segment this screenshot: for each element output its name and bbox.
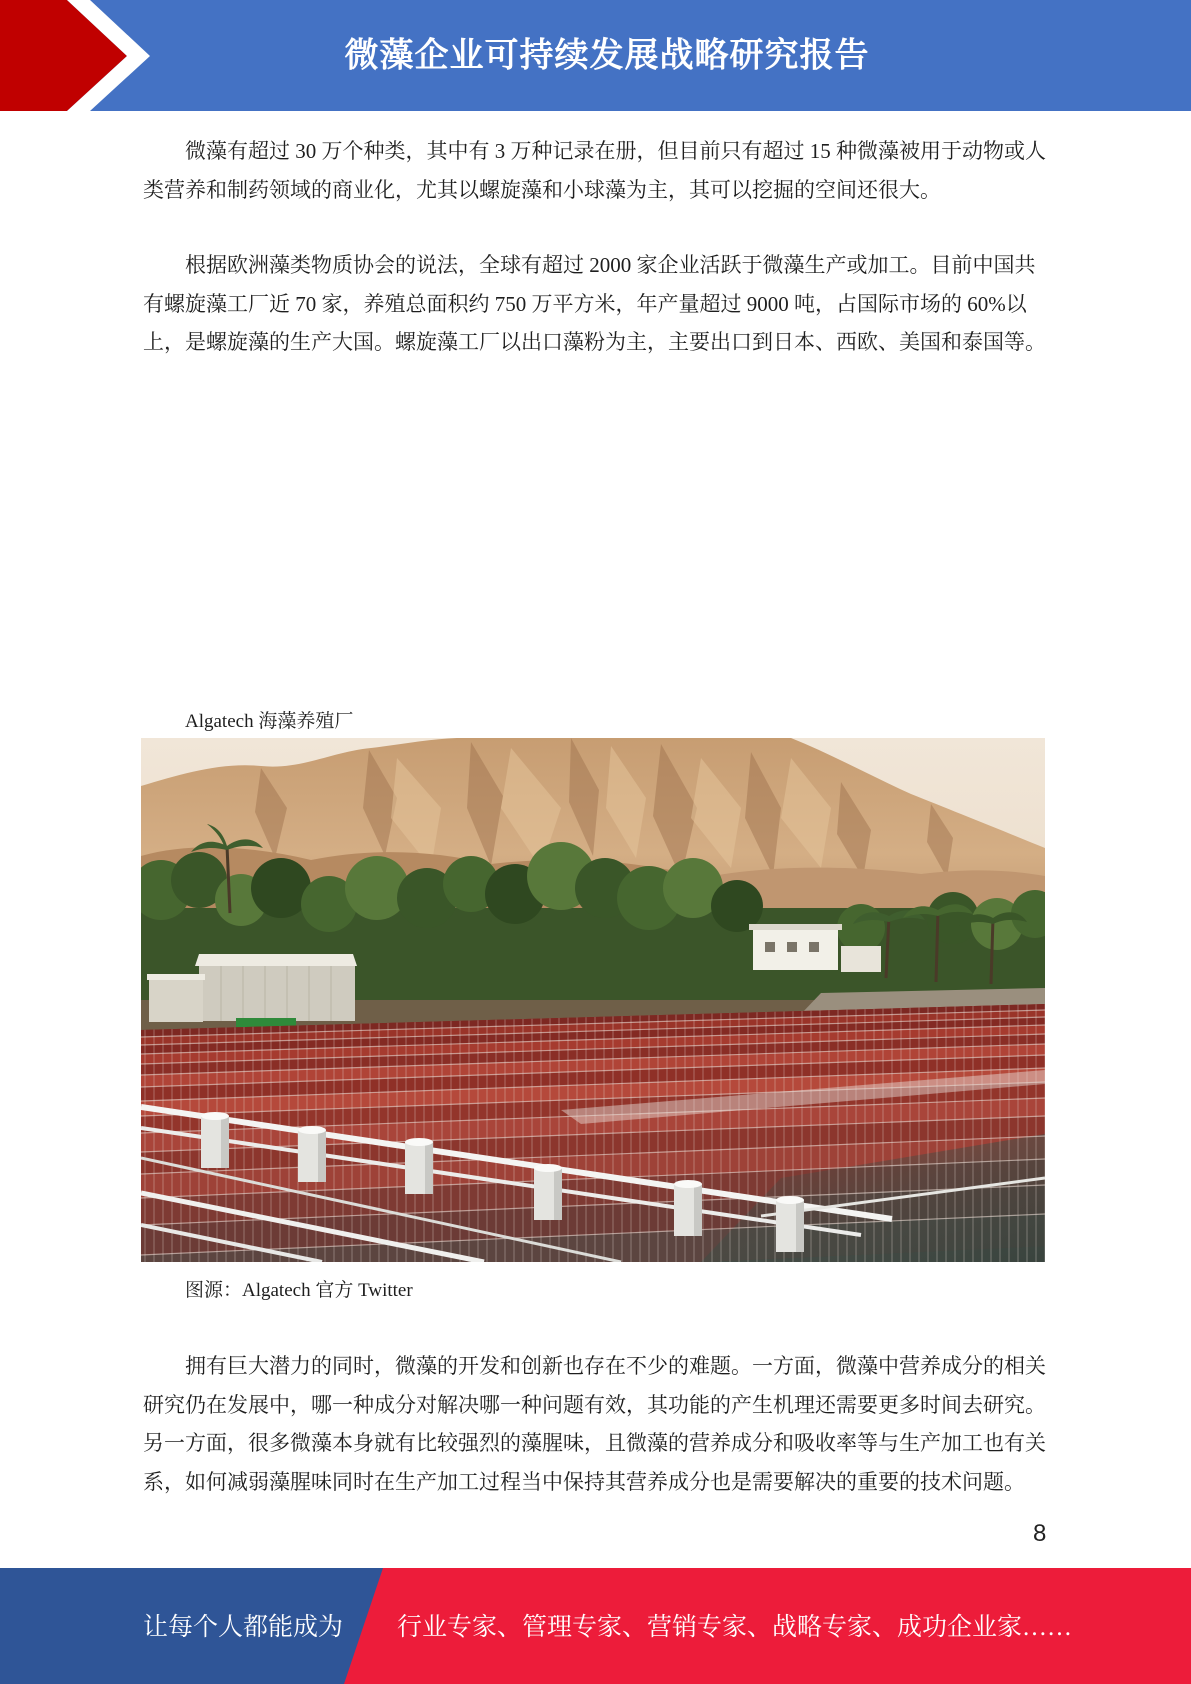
paragraph-line: 微藻有超过 30 万个种类，其中有 3 万种记录在册，但目前只有超过 15 种微藻被用于动物或人	[185, 139, 1046, 163]
footer-slogan-lead: 让每个人都能成为	[143, 1614, 344, 1641]
page-footer	[0, 1568, 1191, 1684]
header-chevron-icon	[0, 0, 160, 111]
paragraph-species	[143, 132, 1047, 209]
paragraph-line: 系，如何减弱藻腥味同时在生产加工过程当中保持其营养成分也是需要解决的重要的技术问题。	[143, 1469, 1025, 1494]
paragraph-industry	[143, 246, 1047, 362]
figure-source: 图源：Algatech 官方 Twitter	[185, 1280, 413, 1301]
page-number: 8	[1033, 1520, 1047, 1547]
paragraph-line: 类营养和制药领域的商业化，尤其以螺旋藻和小球藻为主，其可以挖掘的空间还很大。	[143, 177, 941, 202]
report-title: 微藻企业可持续发展战略研究报告	[344, 36, 870, 75]
paragraph-line: 研究仍在发展中，哪一种成分对解决哪一种问题有效，其功能的产生机理还需要更多时间去研究。	[143, 1392, 1046, 1417]
algae-farm-photo	[141, 738, 1045, 1262]
paragraph-line: 根据欧洲藻类物质协会的说法，全球有超过 2000 家企业活跃于微藻生产或加工。目前中国共	[185, 253, 1036, 277]
paragraph-line: 另一方面，很多微藻本身就有比较强烈的藻腥味，且微藻的营养成分和吸收率等与生产加工也有关	[143, 1431, 1046, 1455]
photo-bioreactor-field	[141, 1004, 1045, 1262]
paragraph-line: 上，是螺旋藻的生产大国。螺旋藻工厂以出口藻粉为主，主要出口到日本、西欧、美国和泰国等。	[143, 330, 1046, 354]
paragraph-line: 拥有巨大潜力的同时，微藻的开发和创新也存在不少的难题。一方面，微藻中营养成分的相关	[185, 1354, 1046, 1378]
paragraph-line: 有螺旋藻工厂近 70 家，养殖总面积约 750 万平方米，年产量超过 9000 吨，占国际市场的 60%以	[143, 291, 1027, 316]
figure-title: Algatech 海藻养殖厂	[185, 711, 354, 732]
footer-slogan-roles: 行业专家、管理专家、营销专家、战略专家、成功企业家……	[397, 1614, 1073, 1641]
paragraph-challenges	[143, 1347, 1047, 1501]
page-header	[0, 0, 1191, 111]
